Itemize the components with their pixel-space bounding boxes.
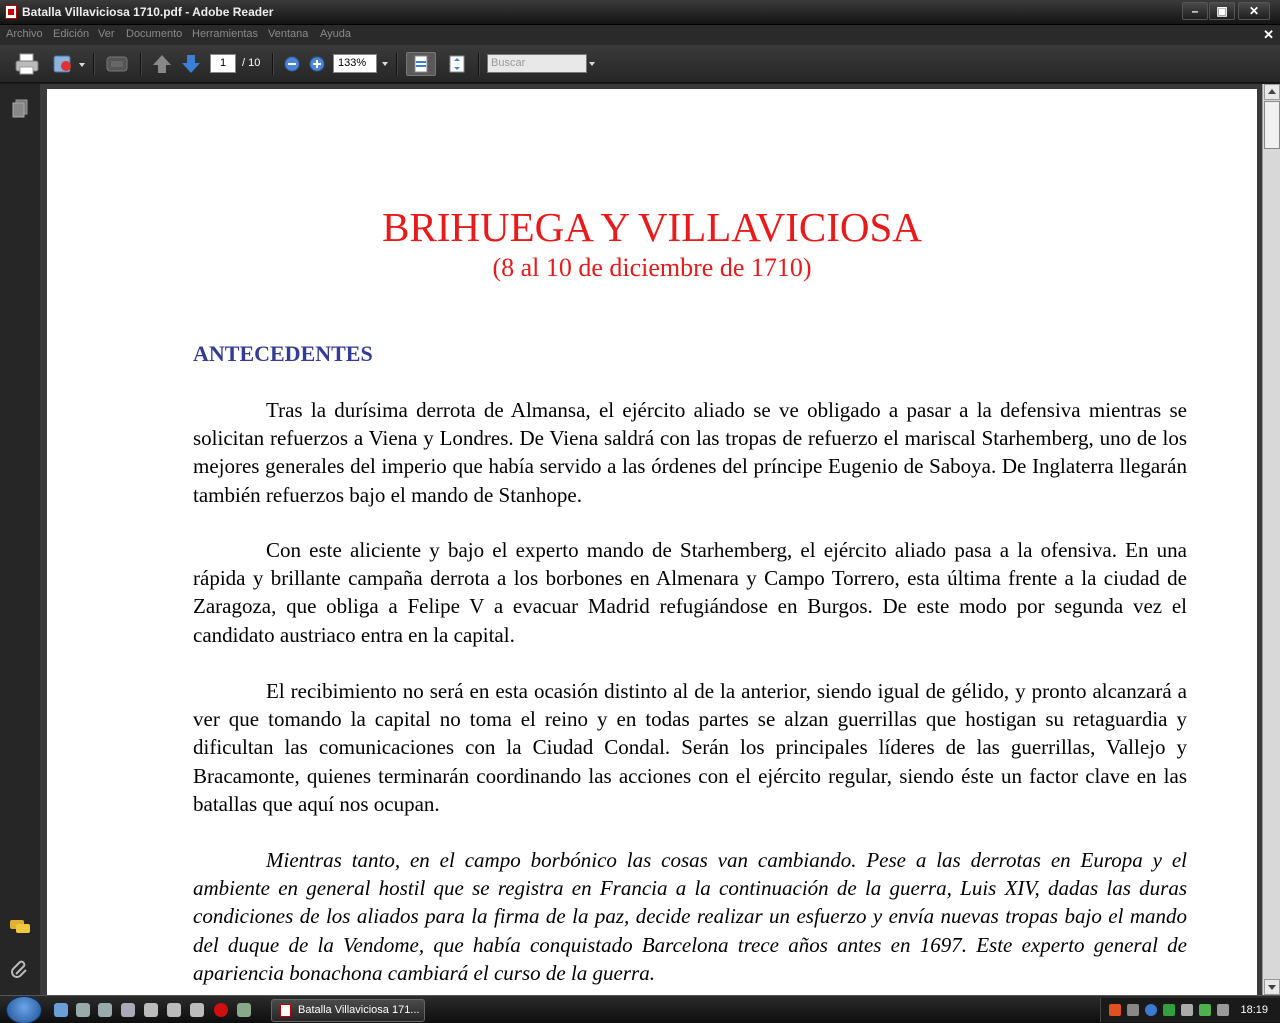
system-tray: [1100, 998, 1280, 1022]
attachments-icon[interactable]: [10, 960, 30, 983]
pdf-page: [47, 89, 1257, 995]
pdf-app-icon[interactable]: [5, 5, 17, 19]
previous-page-icon[interactable]: [151, 52, 173, 76]
maximize-button[interactable]: ▣: [1209, 2, 1235, 20]
zoom-dropdown-icon[interactable]: [382, 62, 388, 66]
quick-launch-icon[interactable]: [167, 1003, 181, 1017]
zoom-in-icon[interactable]: [308, 52, 326, 76]
tray-icon[interactable]: [1145, 1004, 1157, 1016]
save-copy-icon[interactable]: [50, 52, 86, 76]
tray-icon[interactable]: [1127, 1004, 1139, 1016]
menu-ver[interactable]: Ver: [98, 28, 115, 40]
toolbar-separator: [93, 53, 95, 75]
paragraph-3: El recibimiento no será en esta ocasión distinto al de la anterior, siendo igual de gélido, y pronto alcanzará a ver que tomando la capital no toma el reino y en todas partes se alzan guerrillas que hostigan su retaguardia y dificultan las comunicaciones con la Ciudad Condal. Serán los principales líderes de las guerrillas, Vallejo y Bracamonte, quienes terminarán coordinando las acciones con el ejército regular, siendo éste un factor clave en las batallas que aquí nos ocupan.: [193, 679, 1187, 816]
toolbar-separator: [478, 53, 480, 75]
menu-ventana[interactable]: Ventana: [268, 28, 309, 40]
toolbar: [0, 45, 1280, 83]
search-dropdown-icon[interactable]: [589, 62, 595, 66]
close-button[interactable]: ✕: [1238, 2, 1270, 20]
comments-icon[interactable]: [8, 918, 32, 939]
quick-launch-icon[interactable]: [144, 1003, 158, 1017]
print-icon[interactable]: [14, 52, 40, 76]
page-number-input[interactable]: 1: [210, 54, 236, 73]
document-subtitle: (8 al 10 de diciembre de 1710): [492, 253, 812, 282]
quick-launch-icon[interactable]: [98, 1003, 112, 1017]
menu-ayuda[interactable]: Ayuda: [320, 28, 351, 40]
toolbar-separator: [140, 53, 142, 75]
scroll-up-icon[interactable]: [1264, 84, 1280, 100]
pdf-task-icon: [280, 1004, 291, 1017]
quick-launch-icon[interactable]: [76, 1003, 90, 1017]
start-button[interactable]: [6, 996, 42, 1023]
page-total: / 10: [242, 57, 261, 69]
pages-icon[interactable]: [10, 98, 30, 123]
paragraph-1: Tras la durísima derrota de Almansa, el ejército aliado se ve obligado a pasar a la defensiva mientras se solicitan refuerzos a Viena y Londres. De Viena saldrá con las tropas de refuerzo el mariscal Starhemberg, uno de los mejores generales del imperio que había servido a las órdenes del príncipe Eugenio de Saboya. De Inglaterra llegarán también refuerzos bajo el mando de Stanhope.: [193, 398, 1187, 507]
search-input[interactable]: Buscar: [487, 54, 587, 73]
menu-herramientas[interactable]: Herramientas: [192, 28, 259, 40]
collaborate-icon[interactable]: [104, 52, 130, 76]
window-titlebar[interactable]: [0, 0, 1280, 25]
zoom-out-icon[interactable]: [283, 52, 301, 76]
scrollbar-thumb[interactable]: [1264, 101, 1280, 149]
toolbar-separator: [396, 53, 398, 75]
fit-width-icon[interactable]: [406, 52, 436, 76]
tray-icon[interactable]: [1163, 1004, 1175, 1016]
opera-icon[interactable]: [214, 1003, 228, 1017]
menu-archivo[interactable]: Archivo: [6, 28, 43, 40]
vertical-scrollbar[interactable]: [1262, 84, 1280, 995]
paragraph-2: Con este aliciente y bajo el experto mando de Starhemberg, el ejército aliado pasa a la ofensiva. En una rápida y brillante campaña derrota a los borbones en Almenara y Campo Torrero, esta última frente a la ciudad de Zaragoza, que obliga a Felipe V a evacuar Madrid refugiándose en Burgos. De este modo por segunda vez el candidato austriaco entra en la capital.: [193, 538, 1187, 647]
tray-icon[interactable]: [1109, 1004, 1121, 1016]
menu-edicion[interactable]: Edición: [53, 28, 90, 40]
document-viewport[interactable]: [40, 84, 1262, 995]
minimize-button[interactable]: –: [1182, 2, 1208, 20]
volume-icon[interactable]: [1217, 1004, 1229, 1016]
next-page-icon[interactable]: [180, 52, 202, 76]
taskbar: [0, 995, 1280, 1023]
clock[interactable]: 18:19: [1240, 1004, 1268, 1016]
menu-bar: [0, 25, 1280, 45]
paragraph-4: Mientras tanto, en el campo borbónico las cosas van cambiando. Pese a las derrotas en Europa y el ambiente en general hostil que se registra en Francia a la continuación de la guerra, Luis XIV, dadas las duras condiciones de los aliados para la firma de la paz, decide realizar un esfuerzo y envía nuevas tropas bajo el mando del duque de la Vendome, que había conquistado Barcelona trece años antes en 1697. Este experto general de apariencia bonachona cambiará el curso de la guerra.: [193, 848, 1187, 985]
section-heading: ANTECEDENTES: [193, 341, 373, 366]
quick-launch-icon[interactable]: [190, 1003, 204, 1017]
document-close-icon[interactable]: ✕: [1263, 27, 1274, 42]
navigation-panel: [0, 84, 40, 995]
window-title: Batalla Villaviciosa 1710.pdf - Adobe Reader: [22, 5, 274, 19]
toolbar-separator: [272, 53, 274, 75]
fit-page-icon[interactable]: [446, 52, 468, 76]
zoom-level-input[interactable]: 133%: [333, 54, 377, 73]
task-label: Batalla Villaviciosa 171...: [298, 1004, 420, 1016]
document-title: BRIHUEGA Y VILLAVICIOSA: [382, 204, 922, 250]
tray-icon[interactable]: [1181, 1004, 1193, 1016]
quick-launch-icon[interactable]: [121, 1003, 135, 1017]
tray-icon[interactable]: [1199, 1004, 1211, 1016]
menu-documento[interactable]: Documento: [126, 28, 183, 40]
quick-launch-icon[interactable]: [237, 1003, 251, 1017]
quick-launch-desktop-icon[interactable]: [54, 1003, 68, 1017]
taskbar-task-adobe-reader[interactable]: [271, 999, 425, 1022]
scroll-down-icon[interactable]: [1264, 979, 1280, 995]
